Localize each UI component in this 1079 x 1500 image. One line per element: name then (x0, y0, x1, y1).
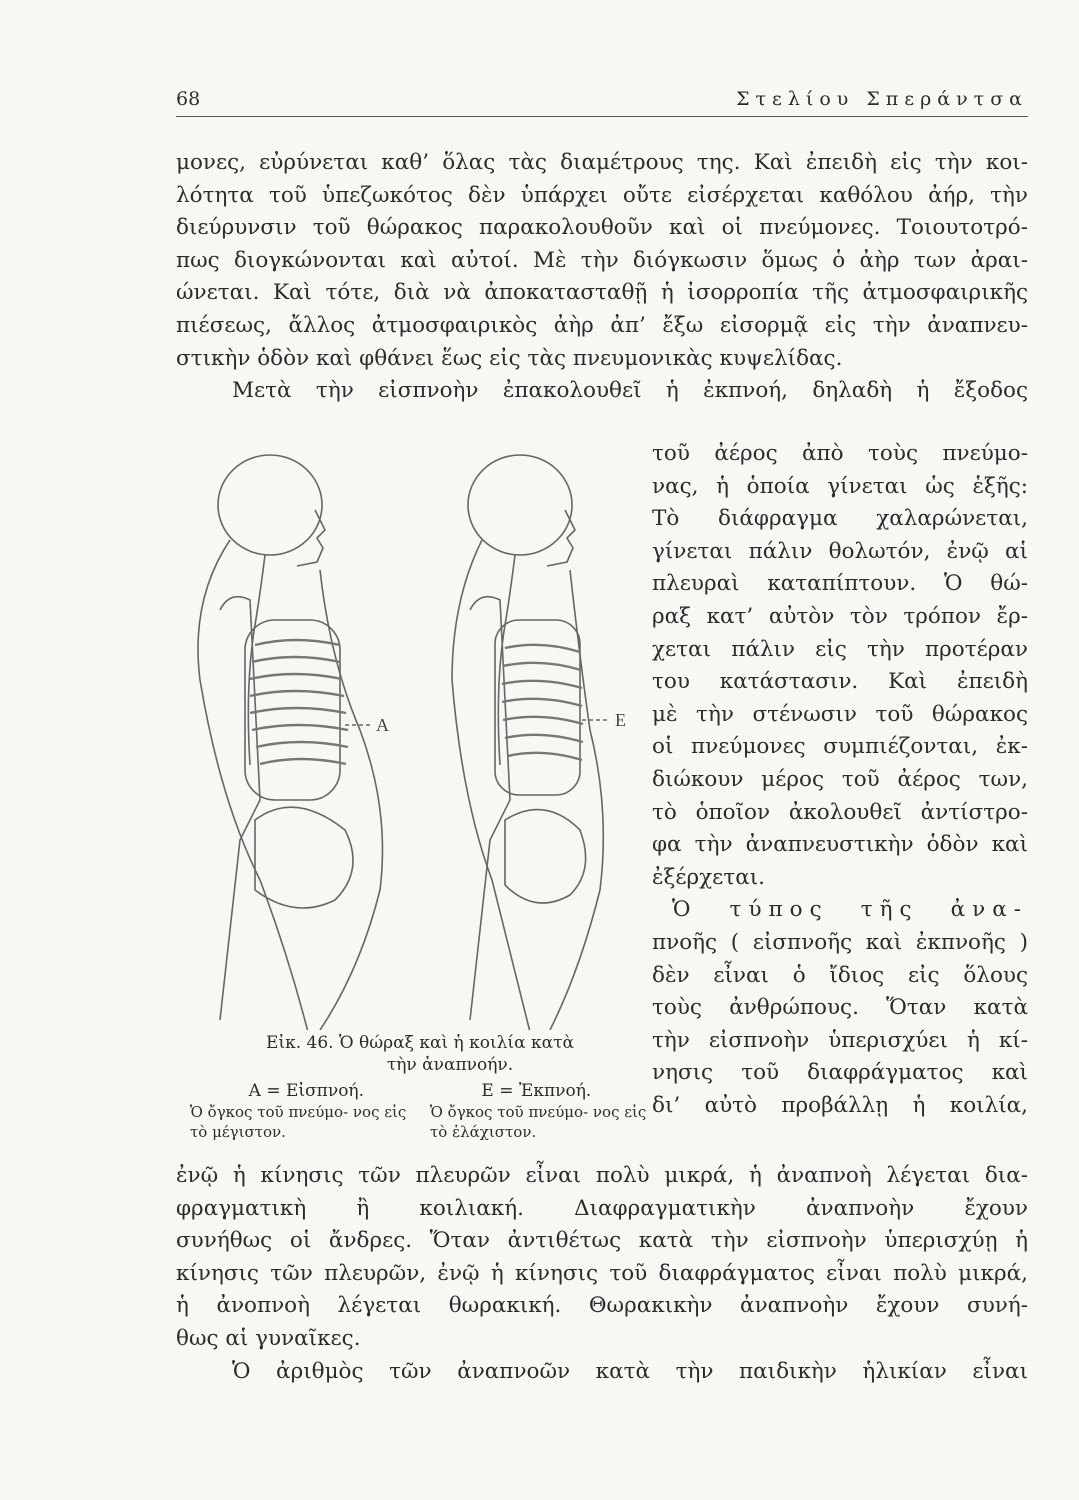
text-line: διώκουν μέρος τοῦ ἀέρος των, (652, 766, 1028, 792)
text-line: χεται πάλιν εἰς τὴν προτέραν (652, 636, 1028, 662)
text-line: του κατάστασιν. Καὶ ἐπειδὴ (652, 669, 1028, 695)
text-line: Ὁ τύπος τῆς ἀνα- (672, 897, 1028, 923)
caption-subtitle: τὴν ἀναπνοήν. (386, 1055, 514, 1075)
text-line: φραγματικὴ ἢ κοιλιακή. Διαφραγματικὴν ἀναπνοὴν ἔχουν (176, 1195, 1028, 1221)
text-line: Τὸ διάφραγμα χαλαρώνεται, (652, 506, 1028, 532)
text-line: ραξ κατ’ αὐτὸν τὸν τρόπον ἔρ- (652, 603, 1028, 629)
text-line: ἐξέρχεται. (652, 864, 766, 890)
figure-label-a: A (376, 715, 389, 735)
caption-legend-a: A = Εἰσπνοή. (248, 1081, 365, 1101)
text-line: νας, ἡ ὁποία γίνεται ὡς ἑξῆς: (652, 473, 1028, 499)
text-line: ώνεται. Καὶ τότε, διὰ νὰ ἀποκατασταθῇ ἡ ἰσορροπία τῆς ἀτμοσφαιρικῆς (176, 280, 1028, 306)
text-line: κίνησις τῶν πλευρῶν, ἐνῷ ἡ κίνησις τοῦ διαφράγματος εἶναι πολὺ μικρά, (176, 1260, 1028, 1286)
bottom-paragraph (176, 1160, 1028, 1388)
text-line: δὲν εἶναι ὁ ἴδιος εἰς ὅλους (652, 962, 1028, 988)
page-header (176, 86, 1028, 117)
text-line: πιέσεως, ἄλλος ἀτμοσφαιρικὸς ἀὴρ ἀπ’ ἔξω εἰσορμᾷ εἰς τὴν ἀναπνευ- (176, 312, 1028, 338)
caption-note-a: Ὁ ὄγκος τοῦ πνεύμο- νος εἰς τὸ μέγιστον. (190, 1103, 407, 1141)
top-paragraph (176, 147, 1028, 408)
text-line: τὴν εἰσπνοὴν ὑπερισχύει ἡ κί- (652, 1027, 1028, 1053)
skeleton-figure (170, 440, 640, 1030)
text-line: νησις τοῦ διαφράγματος καὶ (652, 1060, 1028, 1086)
text-line: φα τὴν ἀναπνευστικὴν ὁδὸν καὶ (652, 832, 1028, 858)
text-line: τοῦ ἀέρος ἀπὸ τοὺς πνεύμο- (652, 441, 1028, 466)
text-line: μὲ τὴν στένωσιν τοῦ θώρακος (652, 701, 1028, 727)
text-line: θως αἱ γυναῖκες. (176, 1325, 361, 1351)
text-line: πως διογκώνονται καὶ αὐτοί. Μὲ τὴν διόγκωσιν ὅμως ὁ ἀὴρ των ἀραι- (176, 247, 1028, 273)
caption-legend-row (190, 1080, 650, 1102)
right-column-text (652, 438, 1028, 1122)
running-head: Στελίου Σπεράντσα (736, 88, 1028, 110)
text-line: Ὁ ἀριθμὸς τῶν ἀναπνοῶν κατὰ τὴν παιδικὴν ἡλικίαν εἶναι (232, 1358, 1028, 1384)
text-line: στικὴν ὁδὸν καὶ φθάνει ἕως εἰς τὰς πνευμονικὰς κυψελίδας. (176, 345, 843, 371)
text-line: λότητα τοῦ ὑπεζωκότος δὲν ὑπάρχει οὔτε εἰσέρχεται καθόλου ἀήρ, τὴν (176, 182, 1028, 208)
page-number: 68 (176, 88, 201, 110)
text-line: δι’ αὐτὸ προβάλλῃ ἡ κοιλία, (652, 1092, 1028, 1118)
caption-note-e: Ὁ ὄγκος τοῦ πνεύμο- νος εἰς τὸ ἐλάχιστον. (430, 1103, 647, 1141)
text-line: τὸ ὁποῖον ἀκολουθεῖ ἀντίστρο- (652, 799, 1028, 825)
text-line: διεύρυνσιν τοῦ θώρακος παρακολουθοῦν καὶ οἱ πνεύμονες. Τοιουτοτρό- (176, 215, 1028, 241)
caption-legend-e: E = Ἐκπνοή. (481, 1081, 592, 1101)
text-line: ἐνῷ ἡ κίνησις τῶν πλευρῶν εἶναι πολὺ μικρά, ἡ ἀναπνοὴ λέγεται δια- (176, 1163, 1028, 1188)
text-line: γίνεται πάλιν θολωτόν, ἐνῷ αἱ (652, 538, 1028, 564)
text-line: συνήθως οἱ ἄνδρες. Ὅταν ἀντιθέτως κατὰ τὴν εἰσπνοὴν ὑπερισχύῃ ἡ (176, 1228, 1028, 1254)
caption-notes (190, 1102, 650, 1142)
skeleton-illustration (170, 440, 640, 1030)
text-line: τοὺς ἀνθρώπους. Ὅταν κατὰ (652, 995, 1028, 1021)
text-line: Μετὰ τὴν εἰσπνοὴν ἐπακολουθεῖ ἡ ἐκπνοή, δηλαδὴ ἡ ἔξοδος (232, 378, 1028, 404)
text-line: οἱ πνεύμονες συμπιέζονται, ἐκ- (652, 734, 1028, 760)
caption-title: Εἰκ. 46. Ὁ θώραξ καὶ ἡ κοιλία κατὰ (266, 1033, 574, 1053)
figure-caption (190, 1032, 650, 1142)
figure-label-e: E (615, 710, 626, 730)
text-line: πνοῆς ( εἰσπνοῆς καὶ ἐκπνοῆς ) (652, 929, 1028, 955)
text-line: πλευραὶ καταπίπτουν. Ὁ θώ- (652, 571, 1028, 597)
text-line: ἡ ἀνοπνοὴ λέγεται θωρακική. Θωρακικὴν ἀναπνοὴν ἔχουν συνή- (176, 1293, 1028, 1319)
text-line: μονες, εὐρύνεται καθ’ ὅλας τὰς διαμέτρους της. Καὶ ἐπειδὴ εἰς τὴν κοι- (176, 150, 1028, 175)
